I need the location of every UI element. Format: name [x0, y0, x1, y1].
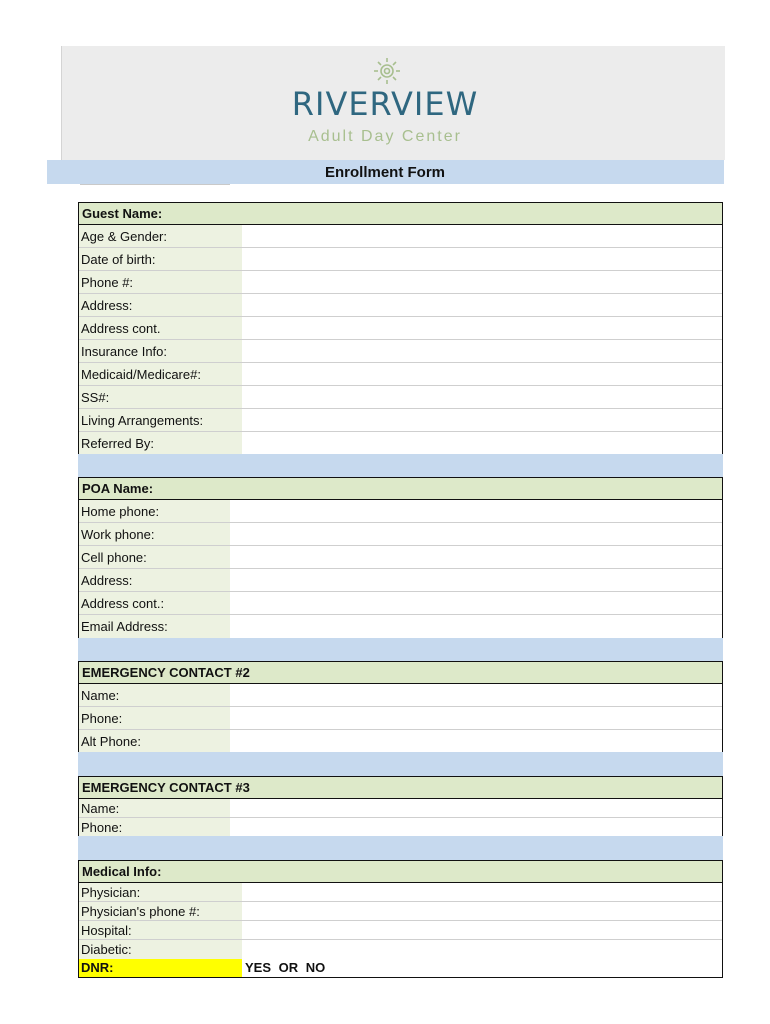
form-row [79, 363, 722, 386]
field-input[interactable] [242, 317, 722, 339]
field-label: Physician: [79, 883, 242, 901]
field-label: Email Address: [79, 615, 230, 638]
form-row [79, 818, 722, 837]
field-input[interactable] [242, 386, 722, 408]
form-row [79, 409, 722, 432]
field-input[interactable] [242, 940, 722, 959]
form-row [79, 592, 722, 615]
field-label: Date of birth: [79, 248, 242, 270]
field-label: Cell phone: [79, 546, 230, 568]
field-label: Medicaid/Medicare#: [79, 363, 242, 385]
field-list [79, 684, 722, 753]
field-input[interactable] [242, 409, 722, 431]
riverview-logo [285, 60, 485, 155]
form-row [79, 684, 722, 707]
form-row [79, 432, 722, 455]
form-row [79, 615, 722, 638]
sun-emblem-icon [372, 56, 402, 86]
dnr-label: DNR: [79, 959, 242, 977]
field-list [79, 883, 722, 959]
brand-name: RIVERVIEW [291, 85, 479, 123]
form-row [79, 883, 722, 902]
field-label: Alt Phone: [79, 730, 230, 753]
field-input[interactable] [242, 921, 722, 939]
form-row [79, 569, 722, 592]
brand-subtitle: Adult Day Center [308, 128, 462, 145]
field-input[interactable] [230, 592, 722, 614]
section-spacer [78, 638, 723, 661]
field-label: Address: [79, 569, 230, 591]
section-header: EMERGENCY CONTACT #2 [79, 662, 722, 684]
section-header: EMERGENCY CONTACT #3 [79, 777, 722, 799]
field-label: Name: [79, 684, 230, 706]
field-input[interactable] [242, 902, 722, 920]
field-label: Age & Gender: [79, 225, 242, 247]
form-row [79, 248, 722, 271]
section-header: POA Name: [79, 478, 722, 500]
field-input[interactable] [230, 818, 722, 837]
field-input[interactable] [242, 271, 722, 293]
field-input[interactable] [242, 340, 722, 362]
emergency-contact-2-section [78, 661, 723, 754]
form-row [79, 546, 722, 569]
field-input[interactable] [242, 883, 722, 901]
field-label: Work phone: [79, 523, 230, 545]
field-label: Name: [79, 799, 230, 817]
guest-section [78, 202, 723, 456]
field-list [79, 500, 722, 638]
field-input[interactable] [242, 294, 722, 316]
form-row [79, 730, 722, 753]
field-label: Hospital: [79, 921, 242, 939]
medical-info-section [78, 860, 723, 978]
section-header: Medical Info: [79, 861, 722, 883]
field-input[interactable] [230, 615, 722, 638]
field-label: Phone: [79, 818, 230, 837]
field-label: Address cont. [79, 317, 242, 339]
field-label: Home phone: [79, 500, 230, 522]
field-input[interactable] [230, 569, 722, 591]
field-input[interactable] [230, 500, 722, 522]
field-list [79, 225, 722, 455]
form-row [79, 921, 722, 940]
form-row [79, 707, 722, 730]
field-list [79, 799, 722, 837]
form-row [79, 271, 722, 294]
divider [80, 184, 230, 185]
section-spacer [78, 752, 723, 776]
field-input[interactable] [242, 225, 722, 247]
dnr-row [79, 959, 722, 977]
field-label: Insurance Info: [79, 340, 242, 362]
field-input[interactable] [242, 363, 722, 385]
form-title: Enrollment Form [324, 164, 445, 181]
dnr-options[interactable]: YES OR NO [245, 960, 326, 975]
field-input[interactable] [230, 546, 722, 568]
section-header: Guest Name: [79, 203, 722, 225]
poa-section [78, 477, 723, 639]
form-row [79, 317, 722, 340]
form-row [79, 940, 722, 959]
field-label: Phone: [79, 707, 230, 729]
field-label: Physician's phone #: [79, 902, 242, 920]
field-label: Address: [79, 294, 242, 316]
field-input[interactable] [230, 707, 722, 729]
field-input[interactable] [242, 248, 722, 270]
field-input[interactable] [230, 799, 722, 817]
field-input[interactable] [230, 730, 722, 753]
section-spacer [78, 454, 723, 477]
form-row [79, 294, 722, 317]
field-label: Address cont.: [79, 592, 230, 614]
field-label: Phone #: [79, 271, 242, 293]
field-label: Diabetic: [79, 940, 242, 959]
form-row [79, 523, 722, 546]
section-spacer [78, 836, 723, 860]
field-input[interactable] [230, 684, 722, 706]
form-row [79, 386, 722, 409]
field-label: SS#: [79, 386, 242, 408]
form-row [79, 225, 722, 248]
field-label: Living Arrangements: [79, 409, 242, 431]
form-row [79, 500, 722, 523]
field-input[interactable] [230, 523, 722, 545]
emergency-contact-3-section [78, 776, 723, 838]
form-row [79, 340, 722, 363]
field-input[interactable] [242, 432, 722, 455]
form-row [79, 799, 722, 818]
form-row [79, 902, 722, 921]
field-label: Referred By: [79, 432, 242, 455]
